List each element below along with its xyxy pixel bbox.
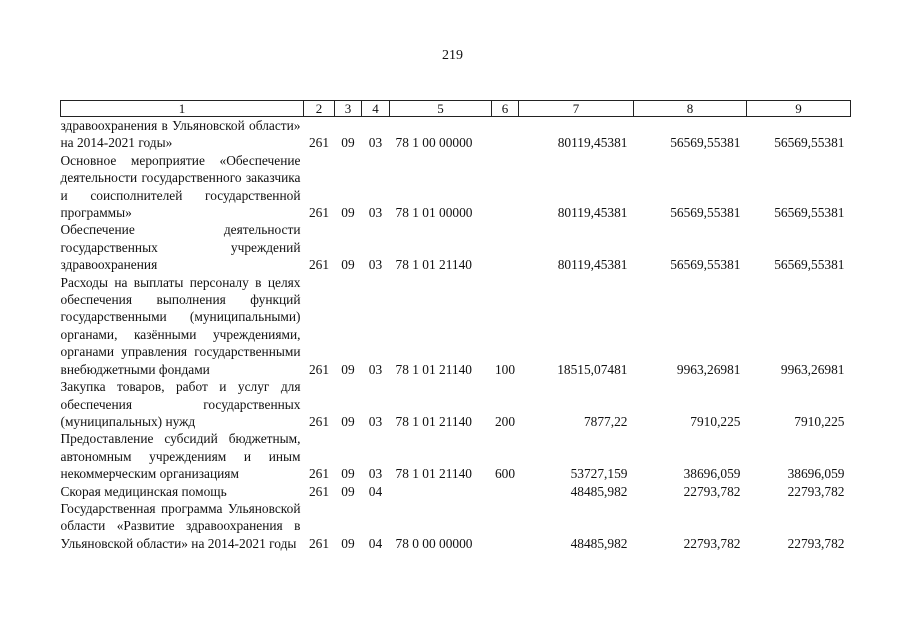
row-col-5-cell: 78 0 00 00000 <box>395 535 473 551</box>
row-col-8-cell: 9963,26981 <box>676 361 741 377</box>
header-col-6: 6 <box>492 101 519 117</box>
row-col-6-cell: 100 <box>494 361 516 377</box>
header-col-3: 3 <box>335 101 362 117</box>
row-col-8-cell: 56569,55381 <box>670 257 741 273</box>
row-col-5-cell: 78 1 01 21140 <box>395 466 472 482</box>
row-col-8-cell: 22793,782 <box>683 483 741 499</box>
header-col-2: 2 <box>304 101 335 117</box>
header-col-9: 9 <box>747 101 851 117</box>
row-name-cell: Расходы на выплаты персоналу в целях обеспечения выполнения функций государственными (муниципальными) органами, казёнными учреждениями, органами управления государственными внебюджетными фондами <box>60 274 301 377</box>
row-col-7-cell: 80119,45381 <box>557 205 628 221</box>
row-col-7-cell: 7877,22 <box>583 413 628 429</box>
row-col-3-cell: 09 <box>341 361 355 377</box>
row-col-2-cell: 261 <box>308 466 330 482</box>
row-col-6-cell <box>492 152 519 222</box>
row-col-4-cell: 03 <box>368 466 383 482</box>
row-col-7-cell: 18515,07481 <box>557 361 628 377</box>
row-col-7-cell: 80119,45381 <box>557 257 628 273</box>
row-col-8-cell: 56569,55381 <box>670 205 741 221</box>
table-row <box>61 152 851 222</box>
row-col-2-cell: 261 <box>308 257 330 273</box>
header-col-5: 5 <box>390 101 492 117</box>
row-col-5-cell: 78 1 01 21140 <box>395 413 472 429</box>
row-col-8-cell: 56569,55381 <box>670 135 741 151</box>
table-body <box>61 117 851 553</box>
row-col-8-cell: 22793,782 <box>683 535 741 551</box>
row-col-6-cell: 200 <box>494 413 516 429</box>
header-col-8: 8 <box>634 101 747 117</box>
row-col-7-cell: 53727,159 <box>570 466 628 482</box>
header-col-7: 7 <box>519 101 634 117</box>
row-col-6-cell <box>492 221 519 273</box>
row-col-3-cell: 09 <box>341 535 355 551</box>
header-row <box>61 101 851 117</box>
row-col-4-cell: 03 <box>368 413 383 429</box>
row-col-4-cell: 03 <box>368 205 383 221</box>
row-col-4-cell: 04 <box>368 483 383 499</box>
row-col-6-cell <box>492 500 519 552</box>
row-col-3-cell: 09 <box>341 205 355 221</box>
row-col-9-cell: 38696,059 <box>787 466 845 482</box>
table-row <box>61 430 851 482</box>
row-col-9-cell: 7910,225 <box>794 413 845 429</box>
row-col-6-cell <box>492 117 519 152</box>
row-col-2-cell: 261 <box>308 205 330 221</box>
row-col-7-cell: 48485,982 <box>570 535 628 551</box>
row-col-3-cell: 09 <box>341 135 355 151</box>
row-name-cell: Скорая медицинская помощь <box>60 483 227 499</box>
table-row <box>61 500 851 552</box>
row-col-8-cell: 7910,225 <box>690 413 741 429</box>
row-col-9-cell: 9963,26981 <box>780 361 845 377</box>
row-col-6-cell: 600 <box>494 466 516 482</box>
header-col-4: 4 <box>362 101 390 117</box>
row-col-9-cell: 22793,782 <box>787 483 845 499</box>
row-col-9-cell: 56569,55381 <box>774 257 845 273</box>
table-row <box>61 274 851 378</box>
row-name-cell: Основное мероприятие «Обеспечение деятельности государственного заказчика и соисполнителей государственной программы» <box>60 152 301 221</box>
row-col-3-cell: 09 <box>341 483 355 499</box>
row-col-4-cell: 04 <box>368 535 383 551</box>
budget-table <box>60 100 851 552</box>
row-col-7-cell: 48485,982 <box>570 483 628 499</box>
row-col-2-cell: 261 <box>308 483 330 499</box>
row-col-2-cell: 261 <box>308 413 330 429</box>
row-name-cell: Предоставление субсидий бюджетным, автономным учреждениям и иным некоммерческим организациям <box>60 431 301 482</box>
row-col-5-cell: 78 1 01 00000 <box>395 205 473 221</box>
table-row <box>61 117 851 152</box>
row-col-4-cell: 03 <box>368 361 383 377</box>
header-col-1: 1 <box>61 101 304 117</box>
row-col-9-cell: 22793,782 <box>787 535 845 551</box>
row-col-3-cell: 09 <box>341 257 355 273</box>
row-col-3-cell: 09 <box>341 466 355 482</box>
row-col-6-cell <box>492 483 519 500</box>
table-row <box>61 378 851 430</box>
table-row <box>61 221 851 273</box>
row-col-5-cell: 78 1 01 21140 <box>395 257 472 273</box>
row-col-3-cell: 09 <box>341 413 355 429</box>
row-col-9-cell: 56569,55381 <box>774 205 845 221</box>
row-col-5-cell <box>390 483 492 500</box>
row-name-cell: Обеспечение деятельности государственных учреждений здравоохранения <box>60 222 301 273</box>
row-col-9-cell: 56569,55381 <box>774 135 845 151</box>
page-number: 219 <box>442 48 463 63</box>
row-name-cell: Закупка товаров, работ и услуг для обеспечения государственных (муниципальных) нужд <box>60 379 301 429</box>
row-col-2-cell: 261 <box>308 135 330 151</box>
row-name-cell: здравоохранения в Ульяновской области» на 2014-2021 годы» <box>60 118 301 151</box>
row-col-5-cell: 78 1 01 21140 <box>395 361 472 377</box>
row-col-2-cell: 261 <box>308 361 330 377</box>
row-name-cell: Государственная программа Ульяновской области «Развитие здравоохранения в Ульяновской области» на 2014-2021 годы <box>60 500 301 551</box>
row-col-7-cell: 80119,45381 <box>557 135 628 151</box>
row-col-8-cell: 38696,059 <box>683 466 741 482</box>
row-col-5-cell: 78 1 00 00000 <box>395 135 473 151</box>
table-row <box>61 483 851 500</box>
row-col-4-cell: 03 <box>368 257 383 273</box>
row-col-2-cell: 261 <box>308 535 330 551</box>
row-col-4-cell: 03 <box>368 135 383 151</box>
